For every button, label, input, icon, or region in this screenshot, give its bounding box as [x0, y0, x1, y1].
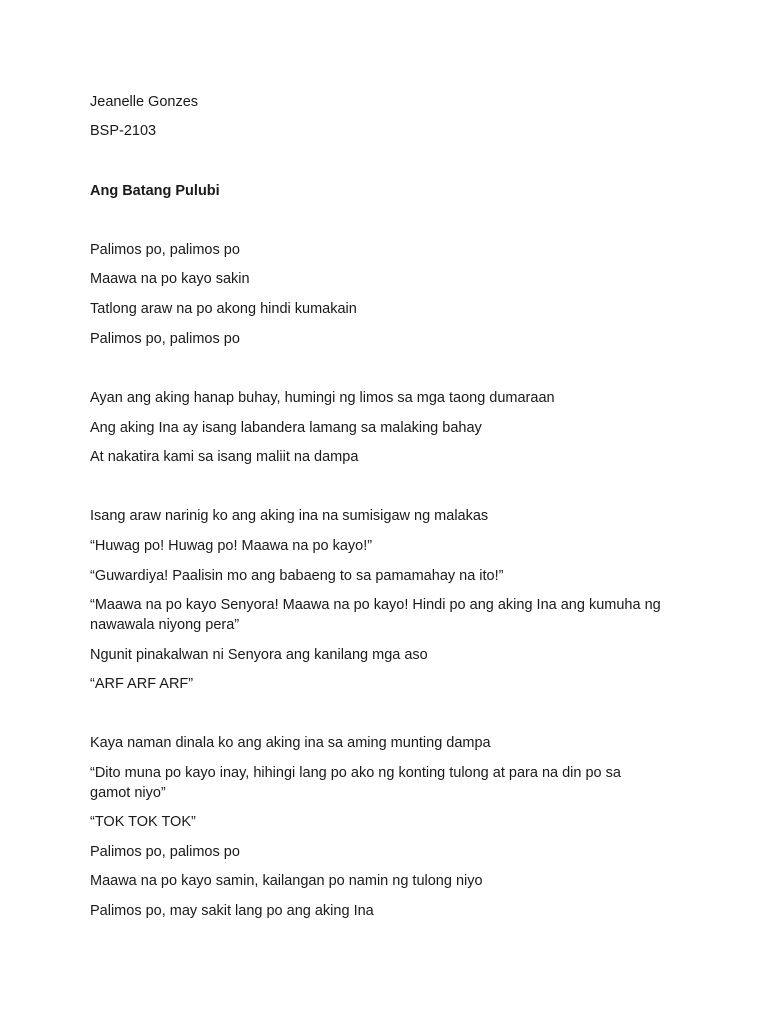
poem-line: Ayan ang aking hanap buhay, humingi ng limos sa mga taong dumaraan	[90, 390, 555, 406]
poem-line: Maawa na po kayo sakin	[90, 271, 250, 287]
poem-line: “ARF ARF ARF”	[90, 676, 194, 692]
author-name: Jeanelle Gonzes	[90, 94, 199, 110]
poem-line: Isang araw narinig ko ang aking ina na sumisigaw ng malakas	[90, 508, 489, 524]
poem-line: Palimos po, may sakit lang po ang aking Ina	[90, 903, 374, 919]
poem-line: At nakatira kami sa isang maliit na dampa	[90, 449, 359, 465]
poem-line: Palimos po, palimos po	[90, 331, 240, 347]
poem-line: “TOK TOK TOK”	[90, 814, 196, 830]
poem-line: Maawa na po kayo samin, kailangan po namin ng tulong niyo	[90, 873, 483, 889]
poem-line: Kaya naman dinala ko ang aking ina sa aming munting dampa	[90, 735, 491, 751]
poem-title: Ang Batang Pulubi	[90, 183, 220, 199]
poem-line: Tatlong araw na po akong hindi kumakain	[90, 301, 357, 317]
section-code: BSP-2103	[90, 123, 157, 139]
poem-line: “Maawa na po kayo Senyora! Maawa na po kayo! Hindi po ang aking Ina ang kumuha ng nawawala niyong pera”	[90, 597, 661, 633]
poem-line: Ngunit pinakalwan ni Senyora ang kanilang mga aso	[90, 647, 428, 663]
poem-line: Palimos po, palimos po	[90, 844, 240, 860]
poem-line: “Guwardiya! Paalisin mo ang babaeng to sa pamamahay na ito!”	[90, 568, 504, 584]
poem-line: “Dito muna po kayo inay, hihingi lang po ako ng konting tulong at para na din po sa gamot niyo”	[90, 765, 621, 801]
poem-line: Palimos po, palimos po	[90, 242, 240, 258]
poem-line: Ang aking Ina ay isang labandera lamang sa malaking bahay	[90, 420, 482, 436]
poem-line: “Huwag po! Huwag po! Maawa na po kayo!”	[90, 538, 373, 554]
